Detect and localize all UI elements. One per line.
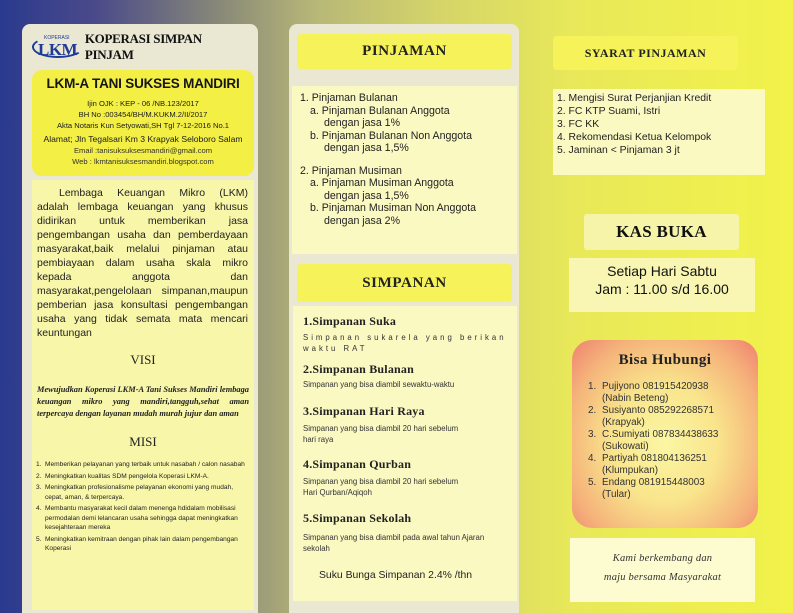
simpanan-header [297,264,512,302]
syarat-heading: SYARAT PINJAMAN [584,46,707,60]
pinjaman-rate: dengan jasa 2% [324,214,400,227]
simpanan-item [303,362,508,390]
simpanan-title: 4.Simpanan Qurban [303,457,412,471]
contact-location: (Krapyak) [602,417,645,428]
kas-header [584,214,739,250]
identity-address: Alamat; Jln Tegalsari Km 3 Krapyak Seloboro Salam [43,134,243,144]
simpanan-item [303,511,485,554]
simpanan-title: 5.Simpanan Sekolah [303,511,412,525]
simpanan-desc: Simpanan sukarela yang berikan waktu RAT [303,333,507,353]
visi-heading: VISI [130,352,156,367]
simpanan-item [303,457,473,498]
kas-day: Setiap Hari Sabtu [607,263,717,279]
contact-item: 3. C.Sumiyati 087834438633 [588,429,719,440]
simpanan-title: 2.Simpanan Bulanan [303,362,414,376]
pinjaman-item: b. Pinjaman Musiman Non Anggota [310,202,477,214]
about-section [32,180,254,610]
simpanan-desc: Simpanan yang bisa diambil 20 hari sebelum hari raya [303,424,459,444]
simpanan-list [293,306,517,601]
pinjaman-item: a. Pinjaman Bulanan Anggota [310,104,450,117]
contact-item: 5. Endang 081915448003 [588,477,705,488]
syarat-item: 5. Jaminan < Pinjaman 3 jt [557,145,680,156]
slogan-box [570,538,755,602]
simpanan-desc: Simpanan yang bisa diambil 20 hari sebelum Hari Qurban/Aqiqoh [303,477,459,497]
simpanan-item [303,404,473,445]
simpanan-desc: Simpanan yang bisa diambil pada awal tahun Ajaran sekolah [303,533,485,553]
pinjaman-rate: dengan jasa 1,5% [324,142,409,154]
slogan-line: maju bersama Masyarakat [603,572,722,583]
identity-web: Web : lkmtanisuksesmandiri.blogspot.com [72,157,214,166]
pinjaman-item: b. Pinjaman Bulanan Non Anggota [310,129,472,142]
misi-item: 5. Meningkatkan kemitraan dengan pihak lain dalam pengembangan Koperasi [36,535,238,552]
slogan-line: Kami berkembang dan [612,553,713,564]
misi-list [32,460,254,554]
misi-heading: MISI [129,434,157,449]
contact-item: 1. Pujiyono 081915420938 [588,381,709,392]
logo-small-text: KOPERASI [44,35,70,41]
about-text: Lembaga Keuangan Mikro (LKM) adalah lembaga keuangan yang khusus didirikan untuk memberikan jasa pengembangan usaha dan pemberdayaan masyarakat,baik melalui pinjaman atau pembiayaan dalam usaha skala mikro kepada anggota dan masyarakat,pengelolaan simpanan,maupun pemberian jasa konsultasi pengembangan usaha yang tidak semata mata mencari keuntungan [37,187,248,339]
simpanan-heading: SIMPANAN [362,275,447,291]
simpanan-desc: Simpanan yang bisa diambil sewaktu-waktu [303,380,455,389]
misi-item: 1. Memberikan pelayanan yang terbaik untuk nasabah / calon nasabah [36,461,245,468]
pinjaman-header [297,34,512,69]
lkm-logo [30,35,85,59]
pinjaman-heading: PINJAMAN [362,43,447,59]
contact-location: (Tular) [602,489,631,500]
pinjaman-rate: dengan jasa 1% [324,117,400,129]
syarat-item: 3. FC KK [557,119,600,130]
contact-location: (Klumpukan) [602,465,658,476]
org-title: KOPERASI SIMPAN PINJAM [84,31,202,62]
kas-heading: KAS BUKA [616,222,707,241]
suku-bunga: Suku Bunga Simpanan 2.4% /thn [319,570,473,581]
misi-item: 4. Membantu masyarakat kecil dalam menenga hdidalam mobilisasi permodalan demi lelancaran usaha sehingga dapat meningkatkan kesejahteraan mereka [36,505,238,531]
contact-heading: Bisa Hubungi [618,352,712,368]
pinjaman-rate: dengan jasa 1,5% [324,189,409,202]
pinjaman-musiman-title: 2. Pinjaman Musiman [300,164,402,177]
visi-text: Mewujudkan Koperasi LKM-A Tani Sukses Mandiri lembaga keuangan mikro yang mandiri,tangguh,sehat aman terpercaya dengan layanan mudah murah jujur dan aman [37,385,249,418]
contact-list [572,381,758,501]
syarat-list [553,89,765,175]
identity-line: Ijin OJK : KEP - 06 /NB.123/2017 [87,99,199,108]
identity-name: LKM-A TANI SUKSES MANDIRI [46,76,240,91]
syarat-item: 1. Mengisi Surat Perjanjian Kredit [557,93,712,104]
contact-item: 4. Partiyah 081804136251 [588,453,707,464]
simpanan-item [303,314,508,354]
contact-location: (Sukowati) [602,441,649,452]
simpanan-title: 3.Simpanan Hari Raya [303,404,425,418]
syarat-item: 4. Rekomendasi Ketua Kelompok [557,132,712,143]
pinjaman-list [292,86,517,254]
simpanan-title: 1.Simpanan Suka [303,314,397,328]
misi-item: 2. Meningkatkan kualitas SDM pengelola Koperasi LKM-A. [36,472,209,480]
logo-row [30,32,250,62]
identity-box [32,70,254,176]
contact-item: 2. Susiyanto 085292268571 [588,405,715,416]
contact-location: (Nabin Beteng) [602,393,669,404]
identity-line: BH No :003454/BH/M.KUKM.2/II/2017 [78,110,208,119]
syarat-item: 2. FC KTP Suami, Istri [557,106,661,117]
identity-line: Akta Notaris Kun Setyowati,SH Tgl 7-12-2016 No.1 [56,121,230,130]
logo-text: LKM [38,40,78,59]
identity-email: Email :tanisuksuksesmandiri@gmail.com [73,146,213,155]
misi-item: 3. Meningkatkan profesionalisme pelayanan ekonomi yang mudah, cepat, aman, & terpercaya. [36,484,234,501]
contact-box [572,340,758,528]
kas-hours: Jam : 11.00 s/d 16.00 [595,281,729,297]
syarat-header [553,36,738,70]
kas-info [569,258,755,312]
pinjaman-bulanan-title: 1. Pinjaman Bulanan [300,92,398,104]
pinjaman-item: a. Pinjaman Musiman Anggota [310,177,454,189]
